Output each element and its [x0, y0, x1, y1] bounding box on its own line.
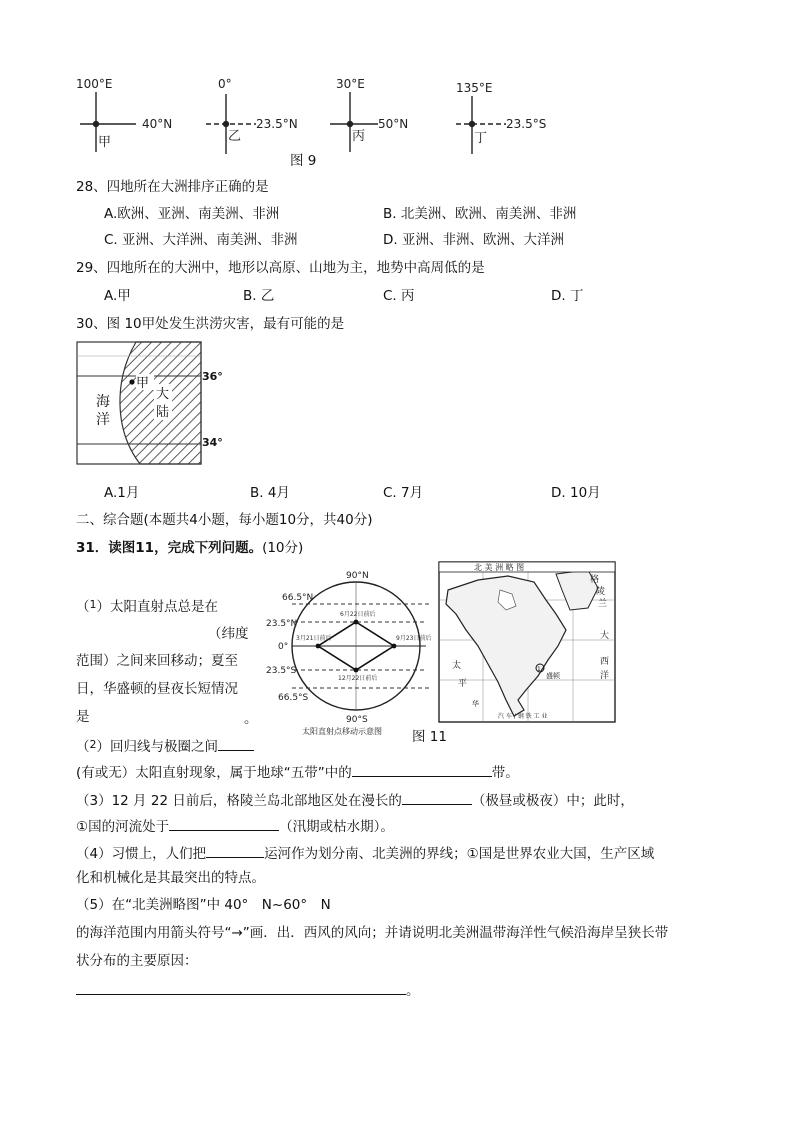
na-label-da: 大 — [600, 631, 610, 641]
q31-p2-text3: 带。 — [491, 765, 519, 781]
globe-label-autumn: 9月23日前后 — [396, 635, 432, 642]
globe-n-pole: 90°N — [346, 571, 369, 581]
q31-p2-text2: (有或无）太阳直射现象，属于地球“五带”中的 — [76, 765, 352, 781]
fig10-land-label-1: 大 — [156, 387, 170, 402]
q28-option-a: A.欧洲、亚洲、南美洲、非洲 — [104, 206, 280, 222]
fig9-lon-ding: 135°E — [456, 81, 493, 95]
na-map-title: 北 美 洲 略 图 — [474, 563, 525, 572]
na-marker-1: 1 — [537, 666, 541, 673]
q31-p5-end: 。 — [406, 983, 420, 999]
fig9-caption: 图 9 — [290, 153, 317, 169]
na-label-xi: 西 — [600, 657, 610, 667]
fig11-caption: 图 11 — [412, 729, 447, 745]
globe-tropic-n: 23.5°N — [266, 619, 298, 629]
fig10-land-label-2: 陆 — [156, 405, 170, 420]
q28-option-c: C. 亚洲、大洋洲、南美洲、非洲 — [104, 232, 298, 248]
q31-p5-line2: 的海洋范围内用箭头符号“→”画．出．西风的风向；并请说明北美洲温带海洋性气候沿海岸呈狭长带 — [76, 925, 669, 941]
q31-p2-line1: （$^2$）回归线与极圈之间 — [76, 736, 254, 756]
fig9-lon-bing: 30°E — [336, 77, 365, 91]
na-label-yang: 洋 — [600, 671, 610, 681]
na-label-hua: 华 — [472, 700, 479, 708]
q31-p3-text4: （汛期或枯水期）。 — [279, 819, 394, 835]
q31-p4-text2: 运河作为划分南、北美洲的界线；①国是世界农业大国，生产区域 — [264, 846, 655, 862]
q31-score: (10分) — [262, 540, 304, 556]
north-america-map — [438, 560, 618, 726]
figure-10-map — [74, 340, 234, 468]
q31-p2-num: 2 — [89, 738, 97, 751]
q29-option-b: B. 乙 — [243, 288, 275, 304]
sun-direct-point-diagram — [266, 560, 444, 738]
globe-arctic: 66.5°N — [282, 593, 314, 603]
q31-p4-text1: （4）习惯上，人们把 — [76, 846, 207, 862]
q31-p5-line1: （5）在“北美洲略图”中 40° N~60° N — [76, 897, 331, 913]
globe-label-spring: 3月21日前后 — [296, 635, 332, 642]
q31-p3-line1 — [76, 790, 634, 810]
q31-p3-blank2[interactable] — [169, 816, 279, 831]
q30-stem: 30、图 10甲处发生洪涝灾害，最有可能的是 — [76, 316, 345, 332]
q31-p4-line2: 化和机械化是其最突出的特点。 — [76, 870, 265, 886]
q31-p3-blank1[interactable] — [402, 790, 472, 805]
q28-option-b: B. 北美洲、欧洲、南美洲、非洲 — [383, 206, 577, 222]
q30-option-a: A.1月 — [104, 485, 140, 501]
q31-p1-text1: ）太阳直射点总是在 — [96, 599, 218, 615]
na-label-lan: 兰 — [598, 599, 608, 609]
q30-option-b: B. 4月 — [250, 485, 290, 501]
q29-option-d: D. 丁 — [551, 288, 584, 304]
q29-option-c: C. 丙 — [383, 288, 415, 304]
fig9-lat-jia: 40°N — [142, 117, 173, 131]
na-label-ge: 格 — [590, 575, 600, 585]
q31-p1-line4: 日，华盛顿的昼夜长短情况 — [76, 681, 238, 697]
globe-label-summer: 6月22日前后 — [340, 611, 376, 618]
q29-stem: 29、四地所在的大洲中，地形以高原、山地为主，地势中高周低的是 — [76, 260, 485, 276]
q30-option-c: C. 7月 — [383, 485, 424, 501]
globe-s-pole: 90°S — [346, 715, 368, 725]
q31-p1-line3: 范围）之间来回移动；夏至 — [76, 653, 238, 669]
q31-p2-text1: ）回归线与极圈之间 — [96, 739, 218, 755]
q31-p5-blank[interactable] — [76, 980, 406, 995]
q28-stem: 28、四地所在大洲排序正确的是 — [76, 179, 269, 195]
fig10-ocean-label-2: 洋 — [96, 412, 110, 428]
q31-header — [76, 539, 303, 557]
q31-p4-line1 — [76, 843, 654, 863]
q31-p4-blank1[interactable] — [206, 843, 264, 858]
na-label-ling: 陵 — [596, 587, 606, 597]
na-label-washington: 盛顿 — [546, 672, 560, 680]
fig10-lat-36: 36° — [202, 370, 223, 383]
globe-label-winter: 12月22日前后 — [338, 675, 378, 682]
fig9-lon-yi: 0° — [218, 77, 232, 91]
fig10-point-jia: 甲 — [136, 376, 150, 391]
q28-option-d: D. 亚洲、非洲、欧洲、大洋洲 — [383, 232, 564, 248]
globe-caption: 太阳直射点移动示意图 — [302, 727, 382, 736]
q31-p1-line5: 是 — [76, 709, 90, 725]
globe-tropic-s: 23.5°S — [266, 666, 297, 676]
q30-option-d: D. 10月 — [551, 485, 601, 501]
fig10-ocean-label-1: 海 — [96, 394, 110, 410]
q31-p3-text2: （极昼或极夜）中；此时， — [471, 793, 634, 809]
na-label-tai: 太 — [452, 661, 462, 671]
globe-equator: 0° — [278, 642, 289, 652]
q31-p2-blank2[interactable] — [352, 762, 492, 777]
globe-antarctic: 66.5°S — [278, 693, 309, 703]
q31-p2-line2 — [76, 762, 519, 782]
fig9-name-ding: 丁 — [474, 131, 488, 146]
q31-p1-end: 。 — [244, 711, 258, 727]
fig9-name-bing: 丙 — [352, 129, 366, 144]
q31-p1-num: 1 — [89, 598, 97, 611]
fig9-lat-yi: 23.5°N — [256, 117, 298, 131]
na-label-ping: 平 — [458, 679, 468, 689]
q31-title: 31．读图11，完成下列问题。 — [76, 540, 263, 556]
q31-p3-line2 — [76, 816, 394, 836]
q31-p3-text3: ①国的河流处于 — [76, 819, 170, 835]
fig9-name-yi: 乙 — [228, 129, 242, 144]
fig9-lat-bing: 50°N — [378, 117, 409, 131]
q31-p1-line2: （纬度 — [208, 626, 249, 642]
q31-p2-blank1[interactable] — [218, 736, 254, 751]
fig10-lat-34: 34° — [202, 436, 223, 449]
q29-option-a: A.甲 — [104, 288, 131, 304]
fig9-lat-ding: 23.5°S — [506, 117, 547, 131]
q31-p1-line1: （$^1$）太阳直射点总是在 — [76, 598, 218, 615]
q31-p5-line3: 状分布的主要原因： — [76, 953, 198, 969]
na-map-footer: 汽 车 / 钢 铁 工 业 — [498, 713, 548, 720]
fig9-name-jia: 甲 — [98, 135, 112, 150]
fig9-lon-jia: 100°E — [76, 77, 113, 91]
q31-p5-line4 — [76, 980, 420, 1000]
q31-p3-text1: （3）12 月 22 日前后，格陵兰岛北部地区处在漫长的 — [76, 793, 402, 809]
section2-title: 二、综合题(本题共4小题，每小题10分，共40分) — [76, 512, 373, 528]
